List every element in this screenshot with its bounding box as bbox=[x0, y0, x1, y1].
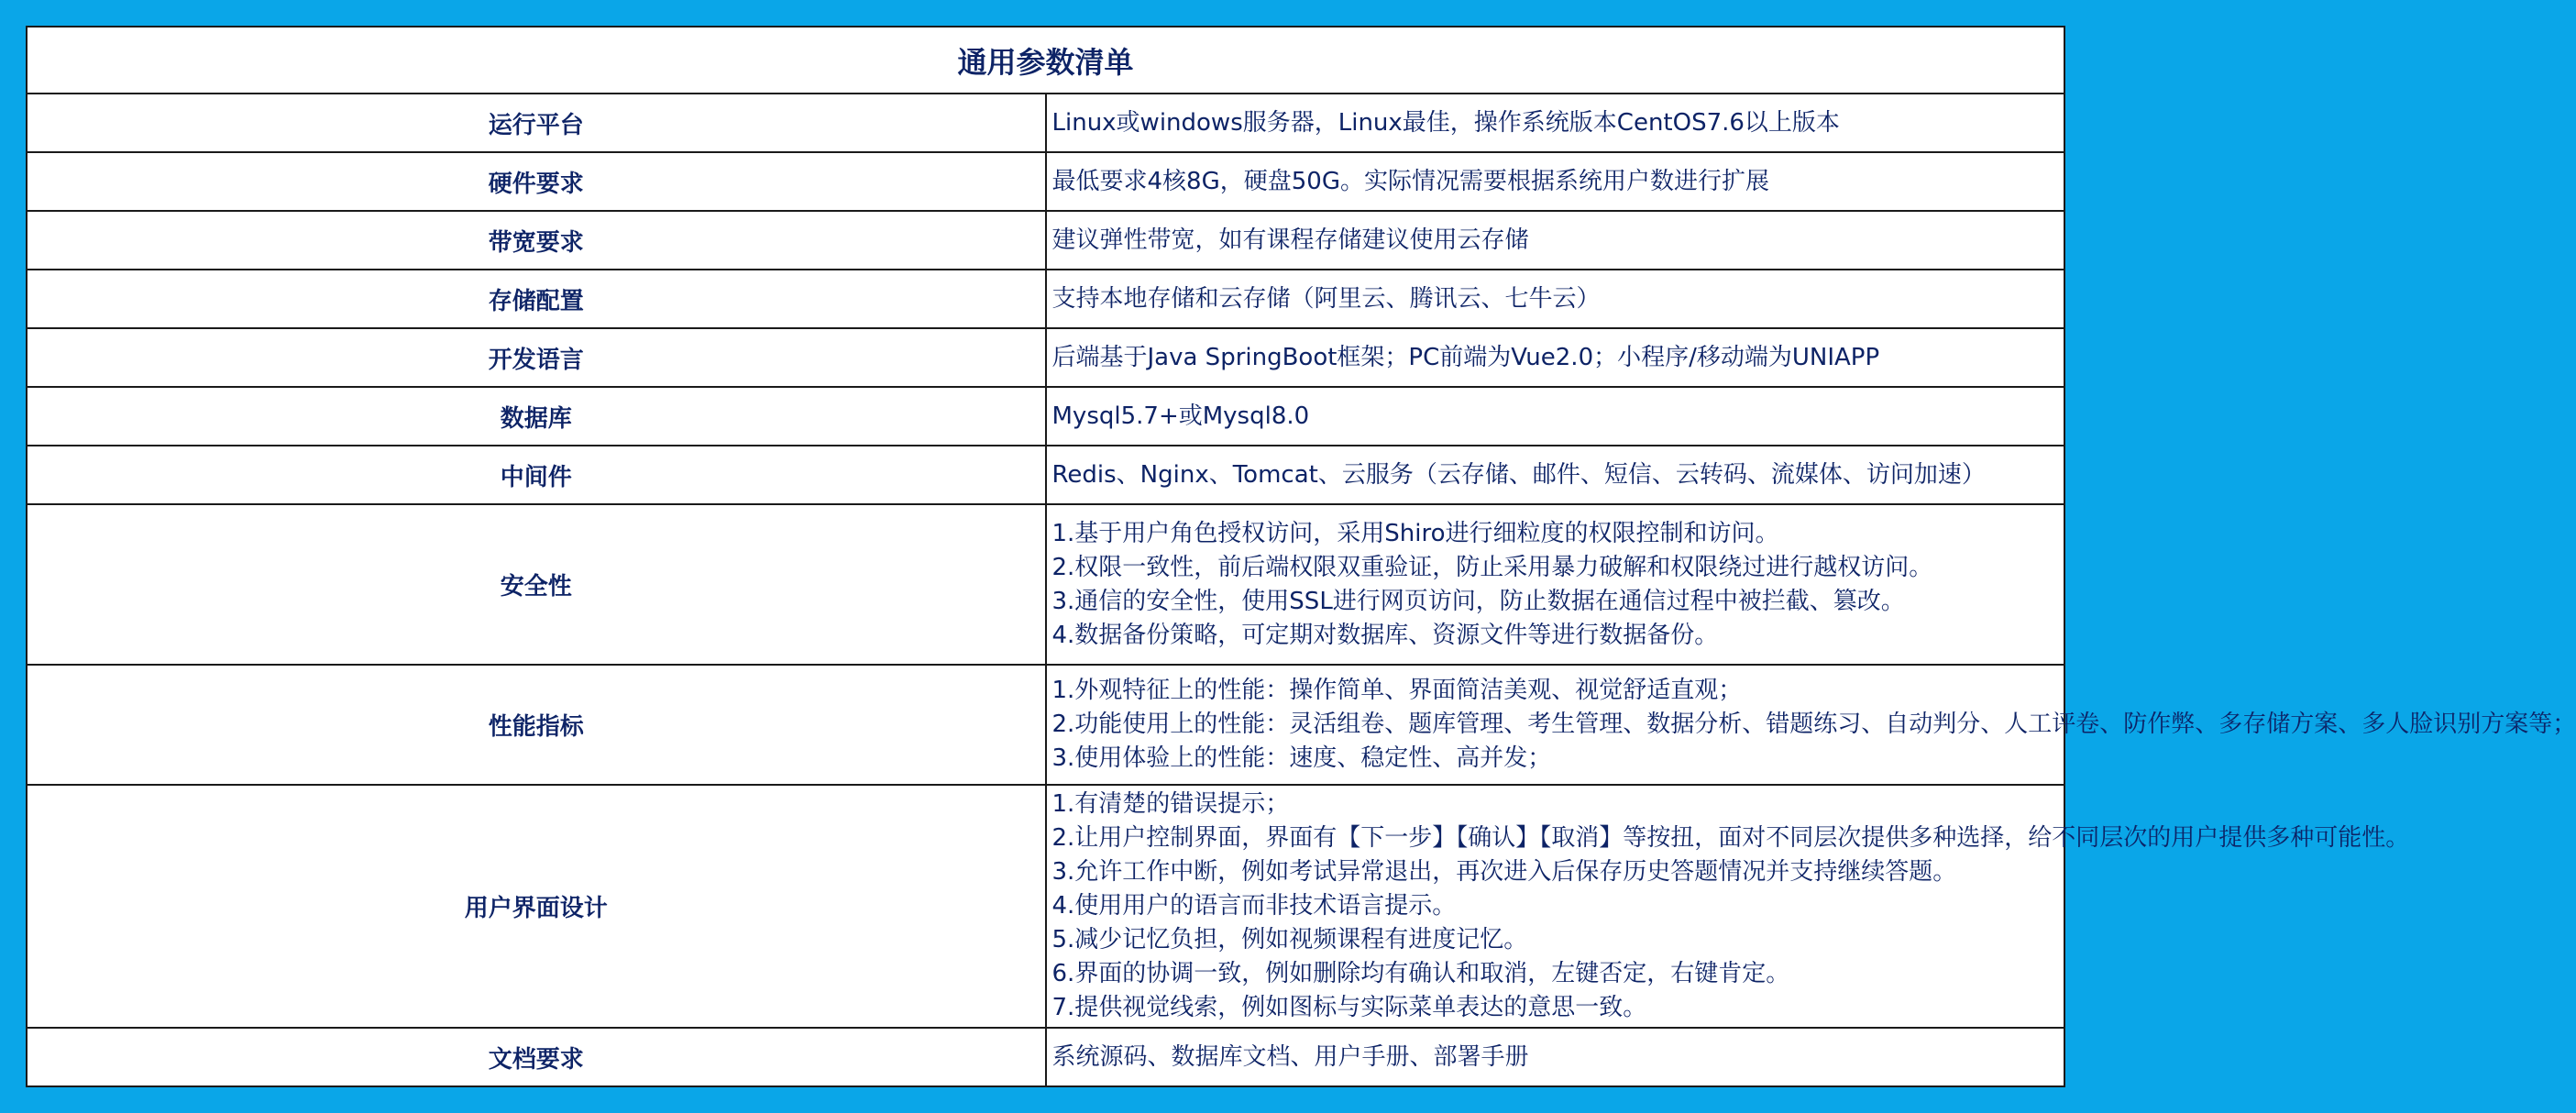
row-value-security bbox=[1046, 504, 2065, 665]
row-value-bandwidth bbox=[1046, 211, 2065, 270]
table-row-bandwidth bbox=[27, 211, 2064, 270]
row-value-hardware bbox=[1046, 152, 2065, 211]
row-label-language: 开发语言 bbox=[27, 328, 1046, 387]
row-label-bandwidth: 带宽要求 bbox=[27, 211, 1046, 270]
parameter-table bbox=[26, 26, 2576, 1087]
table-row-middleware bbox=[27, 446, 2064, 504]
row-label-storage: 存储配置 bbox=[27, 270, 1046, 328]
value-line: 1.有清楚的错误提示； bbox=[1051, 790, 1290, 818]
value-line: 支持本地存储和云存储（阿里云、腾讯云、七牛云） bbox=[1051, 284, 1601, 313]
row-label-docs: 文档要求 bbox=[27, 1028, 1046, 1086]
table-row-platform bbox=[27, 94, 2064, 152]
parameter-sheet bbox=[26, 26, 2576, 1086]
value-line: 1.外观特征上的性能：操作简单、界面简洁美观、视觉舒适直观； bbox=[1051, 677, 1743, 704]
value-line: 系统源码、数据库文档、用户手册、部署手册 bbox=[1051, 1042, 1529, 1071]
value-line: 2.功能使用上的性能：灵活组卷、题库管理、考生管理、数据分析、错题练习、自动判分、人工评卷、防作弊、多存储方案、多人脸识别方案等； bbox=[1051, 711, 2576, 738]
value-line: 4.数据备份策略，可定期对数据库、资源文件等进行数据备份。 bbox=[1051, 621, 1719, 649]
value-line: 3.允许工作中断，例如考试异常退出，再次进入后保存历史答题情况并支持继续答题。 bbox=[1051, 858, 1957, 886]
value-line: Redis、Nginx、Tomcat、云服务（云存储、邮件、短信、云转码、流媒体、访问加速） bbox=[1051, 460, 1986, 489]
row-label-performance: 性能指标 bbox=[27, 665, 1046, 785]
row-label-security: 安全性 bbox=[27, 504, 1046, 665]
row-value-middleware bbox=[1046, 446, 2065, 504]
value-line: 5.减少记忆负担，例如视频课程有进度记忆。 bbox=[1051, 926, 1528, 953]
row-label-middleware: 中间件 bbox=[27, 446, 1046, 504]
row-value-storage bbox=[1046, 270, 2065, 328]
value-line: 1.基于用户角色授权访问，采用Shiro进行细粒度的权限控制和访问。 bbox=[1051, 519, 1779, 547]
row-label-hardware: 硬件要求 bbox=[27, 152, 1046, 211]
value-line: 3.使用体验上的性能：速度、稳定性、高并发； bbox=[1051, 744, 1552, 772]
table-row-storage bbox=[27, 270, 2064, 328]
table-row-ui-design bbox=[27, 785, 2064, 1028]
row-value-language bbox=[1046, 328, 2065, 387]
row-value-performance bbox=[1046, 665, 2576, 785]
row-value-docs bbox=[1046, 1028, 2065, 1086]
row-value-platform bbox=[1046, 94, 2065, 152]
table-row-database bbox=[27, 387, 2064, 446]
value-line: Linux或windows服务器，Linux最佳，操作系统版本CentOS7.6以上版本 bbox=[1051, 108, 1840, 137]
table-row-performance bbox=[27, 665, 2064, 785]
value-line: 建议弹性带宽，如有课程存储建议使用云存储 bbox=[1051, 226, 1529, 254]
row-value-database bbox=[1046, 387, 2065, 446]
table-row-hardware bbox=[27, 152, 2064, 211]
value-line: 3.通信的安全性，使用SSL进行网页访问，防止数据在通信过程中被拦截、篡改。 bbox=[1051, 587, 1905, 615]
row-label-database: 数据库 bbox=[27, 387, 1046, 446]
row-label-platform: 运行平台 bbox=[27, 94, 1046, 152]
table-row-language bbox=[27, 328, 2064, 387]
title-row bbox=[27, 27, 2064, 94]
row-value-ui-design bbox=[1046, 785, 2410, 1028]
row-label-ui-design: 用户界面设计 bbox=[27, 785, 1046, 1028]
value-line: 7.提供视觉线索，例如图标与实际菜单表达的意思一致。 bbox=[1051, 994, 1647, 1021]
value-line: 最低要求4核8G，硬盘50G。实际情况需要根据系统用户数进行扩展 bbox=[1051, 167, 1769, 195]
value-line: 后端基于Java SpringBoot框架；PC前端为Vue2.0；小程序/移动端为UNIAPP bbox=[1051, 343, 1880, 371]
table-row-security bbox=[27, 504, 2064, 665]
value-line: Mysql5.7+或Mysql8.0 bbox=[1051, 402, 1310, 430]
value-line: 2.权限一致性，前后端权限双重验证，防止采用暴力破解和权限绕过进行越权访问。 bbox=[1051, 553, 1933, 581]
value-line: 4.使用用户的语言而非技术语言提示。 bbox=[1051, 892, 1457, 920]
table-title: 通用参数清单 bbox=[27, 27, 2064, 94]
value-line: 2.让用户控制界面，界面有【下一步】【确认】【取消】等按扭，面对不同层次提供多种选择，给不同层次的用户提供多种可能性。 bbox=[1051, 824, 2410, 852]
value-line: 6.界面的协调一致，例如删除均有确认和取消，左键否定，右键肯定。 bbox=[1051, 960, 1790, 987]
table-row-docs bbox=[27, 1028, 2064, 1086]
